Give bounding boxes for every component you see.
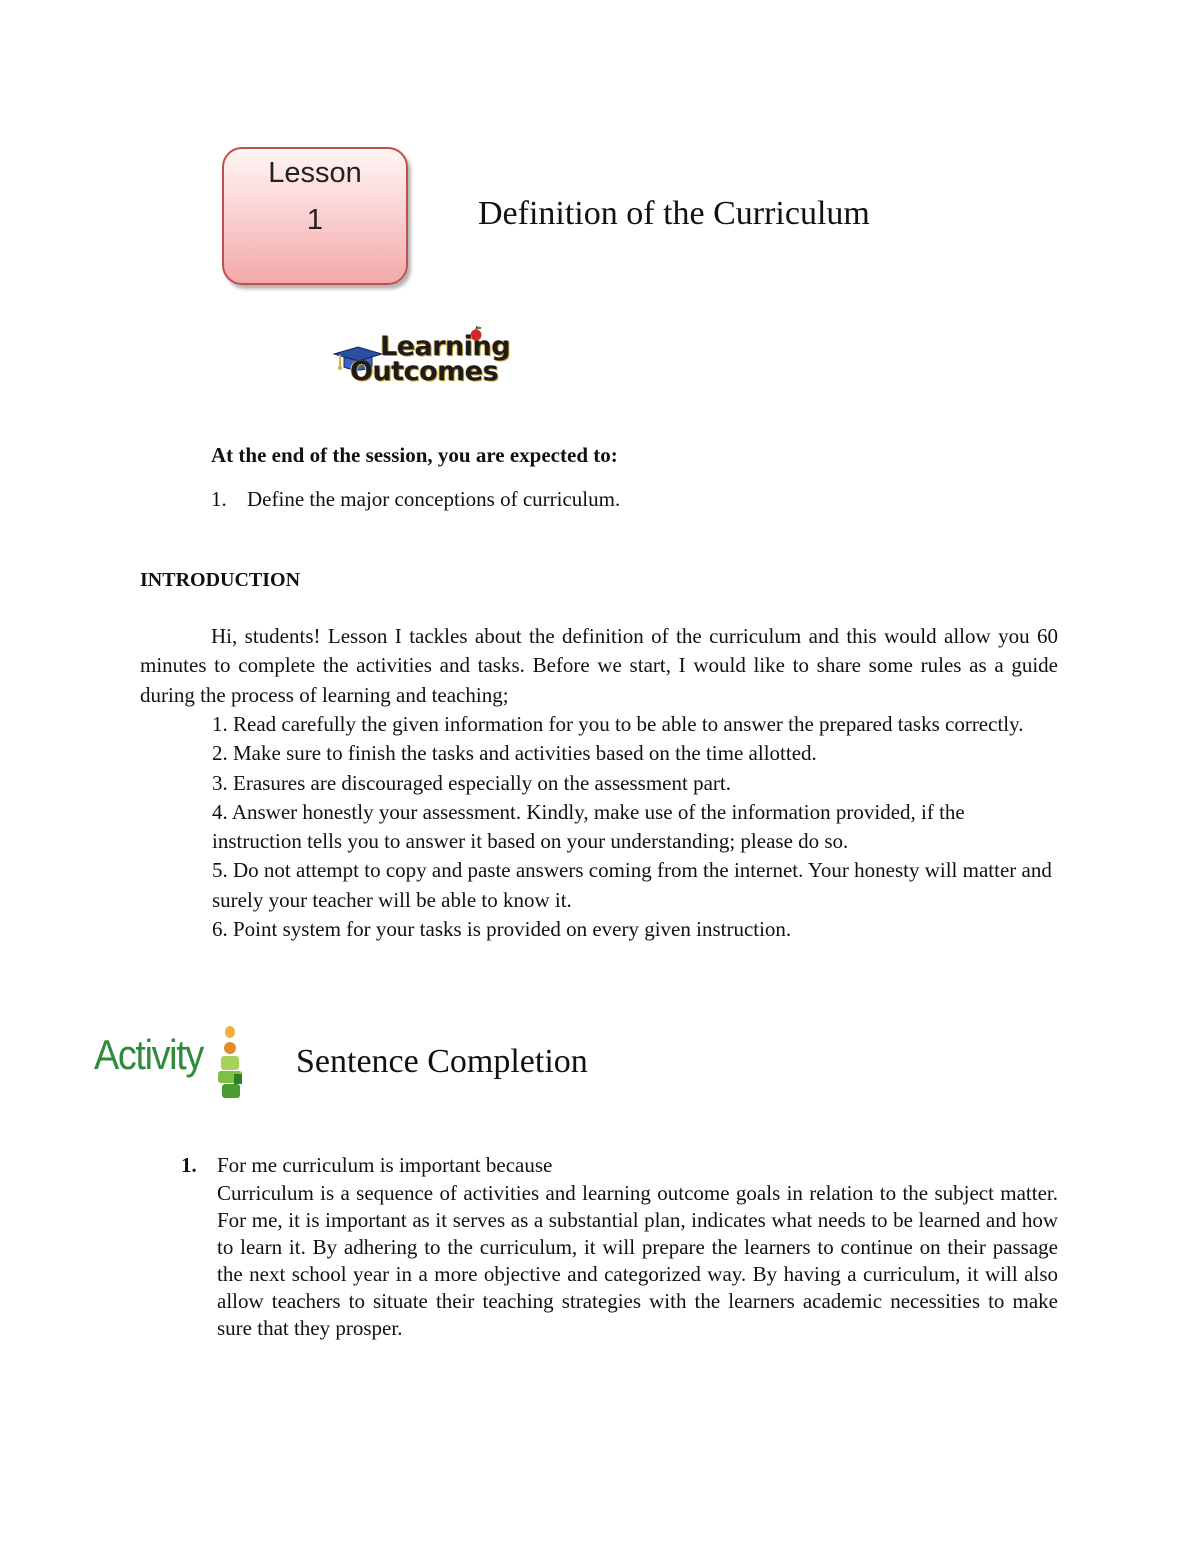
lesson-title: Definition of the Curriculum [478, 195, 870, 232]
learning-outcomes-logo [330, 325, 530, 390]
activity-logo-word: Activity [94, 1031, 203, 1078]
outcomes-heading: At the end of the session, you are expected to: [211, 443, 618, 467]
introduction-paragraph: Hi, students! Lesson I tackles about the definition of the curriculum and this would allow you 60 minutes to complete the activities and tasks. Before we start, I would like to share some rules as a guide during the process of learning and teaching; [140, 624, 1058, 707]
activity-title: Sentence Completion [296, 1043, 588, 1080]
question-answer: Curriculum is a sequence of activities and learning outcome goals in relation to the subject matter. For me, it is important as it serves as a substantial plan, indicates what needs to be learned and how to learn it. By adhering to the curriculum, it will prepare the learners to continue on their passage the next school year in a more objective and categorized way. By having a curriculum, it will also allow teachers to situate their teaching strategies with the learners academic necessities to make sure that they prosper. [217, 1181, 1058, 1341]
list-item: 5. Do not attempt to copy and paste answers coming from the internet. Your honesty will matter and surely your teacher will be able to know it. [212, 858, 1052, 912]
lesson-number: 1 [306, 204, 324, 236]
lesson-label: Lesson [268, 157, 362, 189]
list-item: 1. Read carefully the given information for you to be able to answer the prepared tasks correctly. [212, 712, 1024, 736]
question-number: 1. [181, 1153, 197, 1177]
outcome-number: 1. [211, 487, 227, 511]
list-item: 4. Answer honestly your assessment. Kindly, make use of the information provided, if the instruction tells you to answer it based on your understanding; please do so. [212, 799, 965, 854]
list-item: 2. Make sure to finish the tasks and activities based on the time allotted. [212, 741, 817, 766]
logo-word-learning: Learning [380, 331, 511, 362]
activity-logo [94, 1026, 254, 1102]
question-prompt: For me curriculum is important because [217, 1153, 553, 1177]
person-blocks-icon [210, 1026, 246, 1102]
logo-word-outcomes: Outcomes [350, 356, 499, 387]
lesson-badge [222, 147, 408, 285]
outcome-text: Define the major conceptions of curriculum. [247, 487, 621, 511]
list-item: 3. Erasures are discouraged especially on the assessment part. [212, 770, 731, 795]
introduction-heading: INTRODUCTION [140, 569, 301, 591]
list-item: 6. Point system for your tasks is provided on every given instruction. [212, 917, 792, 942]
rules-list [212, 710, 1058, 944]
